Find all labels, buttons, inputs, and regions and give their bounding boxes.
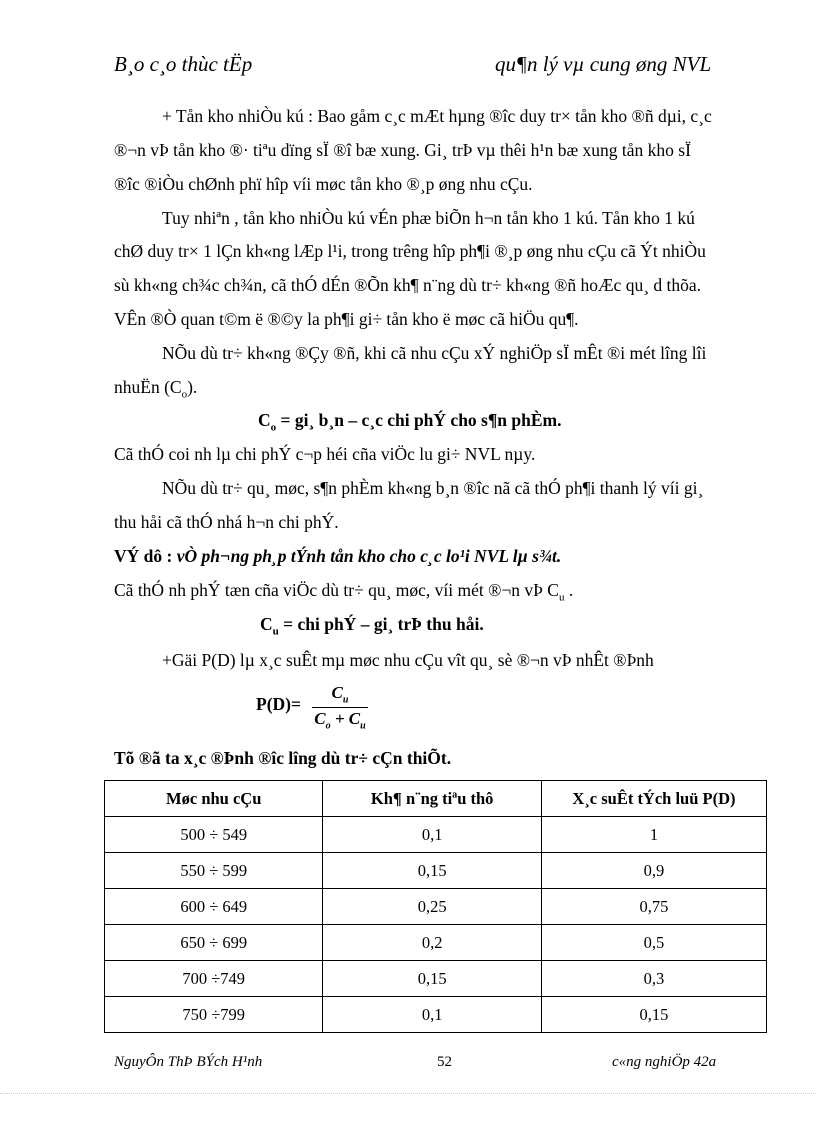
table-row	[105, 961, 767, 997]
subscript: o	[181, 388, 188, 401]
formula-probability-fraction	[312, 683, 368, 732]
column-header: Kh¶ n¨ng tiªu thô	[323, 781, 541, 817]
column-header: X¸c suÊt tÝch luü P(D)	[541, 781, 766, 817]
table-cell: 0,9	[541, 853, 766, 889]
table-cell: 0,15	[541, 997, 766, 1033]
paragraph-line: Cã thÓ coi nh lµ chi phÝ c¬p héi cña viÖc lu gi÷ NVL nµy.	[114, 444, 536, 464]
table-cell: 0,2	[323, 925, 541, 961]
table-cell: 0,1	[323, 997, 541, 1033]
header-right-title: qu¶n lý vµ cung øng NVL	[495, 52, 712, 76]
table-cell: 600 ÷ 649	[105, 889, 323, 925]
paragraph-line: chØ duy tr× 1 lÇn kh«ng lÆp l¹i, trong trêng hîp ph¶i ®¸p øng nhu cÇu cã Ýt nhiÒu	[114, 241, 706, 261]
footer-class: c«ng nghiÖp 42a	[612, 1054, 717, 1070]
table-row	[105, 925, 767, 961]
table-cell: 0,15	[323, 961, 541, 997]
formula-symbol: C	[258, 410, 271, 430]
column-header: Møc nhu cÇu	[105, 781, 323, 817]
table-intro: Tõ ®ã ta x¸c ®Þnh ®îc lîng dù tr÷ cÇn thiÕt.	[114, 748, 452, 768]
table-cell: 0,25	[323, 889, 541, 925]
table-cell: 700 ÷749	[105, 961, 323, 997]
table-cell: 0,1	[323, 817, 541, 853]
header-left-title: B¸o c¸o thùc tËp	[114, 52, 253, 76]
subscript: o	[270, 421, 277, 434]
text-run: Cã thÓ nh phÝ tæn cña viÖc dù tr÷ qu¸ møc, víi mét ®¬n vÞ C	[114, 580, 559, 600]
paragraph-line: ®îc ®iÒu chØnh phï hîp víi møc tån kho ®¸p øng nhu cÇu.	[114, 174, 533, 194]
example-label: VÝ dô :	[114, 546, 173, 566]
formula-text: = gi¸ b¸n – c¸c chi phÝ cho s¶n phÈm.	[276, 410, 562, 430]
text-run: .	[564, 580, 574, 600]
formula-symbol: C	[331, 683, 343, 702]
subscript: u	[342, 694, 349, 706]
table-cell: 550 ÷ 599	[105, 853, 323, 889]
paragraph-line	[114, 377, 197, 401]
paragraph-line: NÕu dù tr÷ kh«ng ®Çy ®ñ, khi cã nhu cÇu xÝ nghiÖp sÏ mÊt ®i mét lîng lîi	[162, 343, 707, 363]
page-bottom-divider	[0, 1093, 816, 1094]
formula-overstock-cost	[260, 614, 484, 638]
table-cell: 750 ÷799	[105, 997, 323, 1033]
subscript: u	[360, 720, 366, 732]
table-cell: 650 ÷ 699	[105, 925, 323, 961]
page-number: 52	[437, 1054, 452, 1070]
subscript: u	[558, 591, 565, 604]
table-row	[105, 817, 767, 853]
subscript: o	[325, 720, 331, 732]
text-run: nhuËn (C	[114, 377, 182, 397]
table-row	[105, 997, 767, 1033]
paragraph-line: sù kh«ng ch¾c ch¾n, cã thÓ dÉn ®Õn kh¶ n¨ng dù tr÷ kh«ng ®ñ hoÆc qu¸ d thõa.	[114, 275, 702, 295]
subscript: u	[272, 625, 279, 638]
fraction-bar	[312, 707, 368, 708]
formula-text: = chi phÝ – gi¸ trÞ thu håi.	[278, 614, 484, 634]
example-title: vÒ ph¬ng ph¸p tÝnh tån kho cho c¸c lo¹i NVL lµ s¾t.	[172, 546, 562, 566]
table-cell: 1	[541, 817, 766, 853]
paragraph-line: Tuy nhiªn , tån kho nhiÒu kú vÉn phæ biÕn h¬n tån kho 1 kú. Tån kho 1 kú	[162, 208, 695, 228]
table-row	[105, 889, 767, 925]
formula-symbol: C	[314, 709, 326, 729]
fraction-numerator	[312, 683, 368, 705]
paragraph-line: thu håi cã thÓ nhá h¬n chi phÝ.	[114, 512, 339, 532]
fraction-denominator	[312, 709, 368, 731]
demand-probability-table	[104, 780, 767, 1033]
footer-author: NguyÔn ThÞ BÝch H¹nh	[114, 1054, 263, 1070]
table-cell: 0,75	[541, 889, 766, 925]
table-cell: 0,15	[323, 853, 541, 889]
text-run: ).	[187, 377, 198, 397]
table-cell: 0,3	[541, 961, 766, 997]
example-heading	[114, 546, 561, 567]
table-row	[105, 853, 767, 889]
paragraph-line	[114, 580, 573, 604]
paragraph-line: + Tån kho nhiÒu kú : Bao gåm c¸c mÆt hµng ®îc duy tr× tån kho ®ñ dµi, c¸c	[162, 106, 712, 126]
table-header-row	[105, 781, 767, 817]
formula-contribution-margin	[258, 410, 562, 434]
paragraph-line: VÊn ®Ò quan t©m ë ®©y la ph¶i gi÷ tån kho ë møc cã hiÖu qu¶.	[114, 309, 579, 329]
table-cell: 500 ÷ 549	[105, 817, 323, 853]
formula-symbol: C	[260, 614, 273, 634]
formula-probability-lhs: P(D)=	[256, 694, 301, 714]
formula-symbol: + C	[330, 709, 361, 729]
table-cell: 0,5	[541, 925, 766, 961]
paragraph-line: ®¬n vÞ tån kho ®· tiªu dïng sÏ ®î bæ xung. Gi¸ trÞ vµ thêi h¹n bæ xung tån kho sÏ	[114, 140, 691, 160]
paragraph-line: +Gäi P(D) lµ x¸c suÊt mµ møc nhu cÇu vît qu¸ sè ®¬n vÞ nhÊt ®Þnh	[162, 650, 654, 670]
paragraph-line: NÕu dù tr÷ qu¸ møc, s¶n phÈm kh«ng b¸n ®îc nã cã thÓ ph¶i thanh lý víi gi¸	[162, 478, 704, 498]
